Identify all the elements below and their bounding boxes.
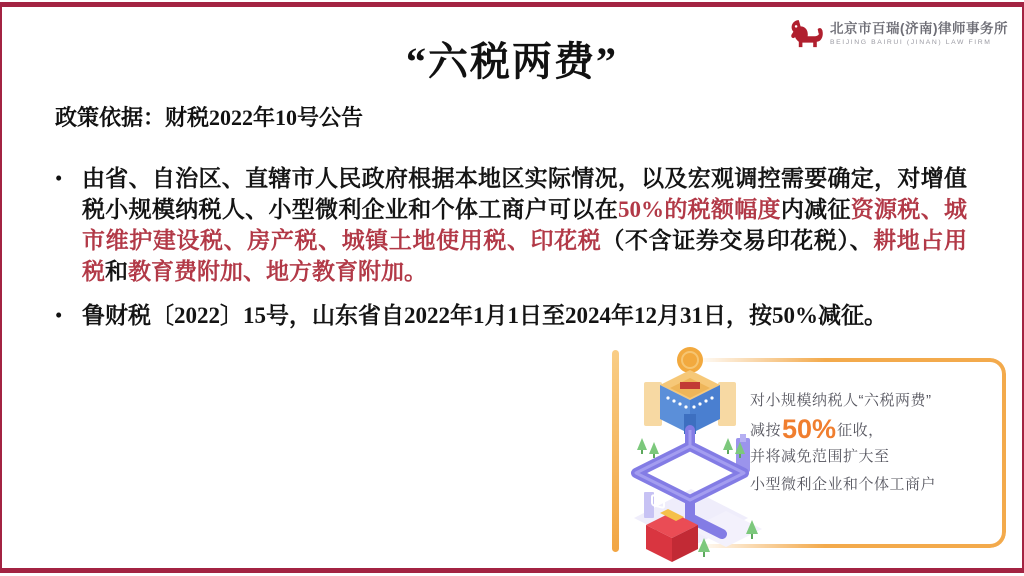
text-segment-red: 50%的税额幅度 [618,197,781,222]
policy-basis-line: 政策依据：财税2022年10号公告 [55,105,364,130]
infobox-line-2 [750,414,995,444]
infobox-line-1: 对小规模纳税人“六税两费” [750,392,932,409]
infobox-50-percent-highlight: 50% [782,414,837,444]
bullet-list [55,163,967,344]
text-segment: 内减征 [780,197,851,222]
text-segment: 和 [105,259,128,284]
bullet-2-text: 鲁财税〔2022〕15号，山东省自2022年1月1日至2024年12月31日，按50%减征。 [82,303,887,328]
infobox-line2-suffix: 征收， [837,422,884,439]
bullet-item-2 [55,300,967,331]
bullet-dot: • [55,166,63,190]
infobox-text-block [750,392,995,504]
infobox-line-4: 小型微利企业和个体工商户 [750,476,937,493]
highlight-infobox [598,338,1016,568]
logo-name-cn: 北京市百瑞(济南)律师事务所 [830,21,1008,36]
bullet-item-1 [55,163,967,287]
infobox-line2-prefix: 减按 [750,422,782,439]
isometric-tax-city-illustration-icon [616,342,766,569]
logo-name-en: BEIJING BAIRUI (JINAN) LAW FIRM [830,39,992,46]
text-segment-red: 教育费附加、地方教育附加。 [128,259,427,284]
text-segment-red: 耕地占用税 [82,228,968,284]
text-segment-red: 资源税、城市维护建设税、房产税、城镇土地使用税、印花税 [82,197,968,253]
page-title: “六税两费” [406,39,618,84]
infobox-line-3: 并将减免范围扩大至 [750,448,890,465]
text-segment: （不含证券交易印花税）、 [601,228,874,253]
bullet-1-text [82,163,967,287]
bullet-dot: • [55,303,63,327]
text-segment: 由省、自治区、直辖市人民政府根据本地区实际情况，以及宏观调控需要确定，对增值税小规模纳税人、小型微利企业和个体工商户可以在 [82,166,967,222]
